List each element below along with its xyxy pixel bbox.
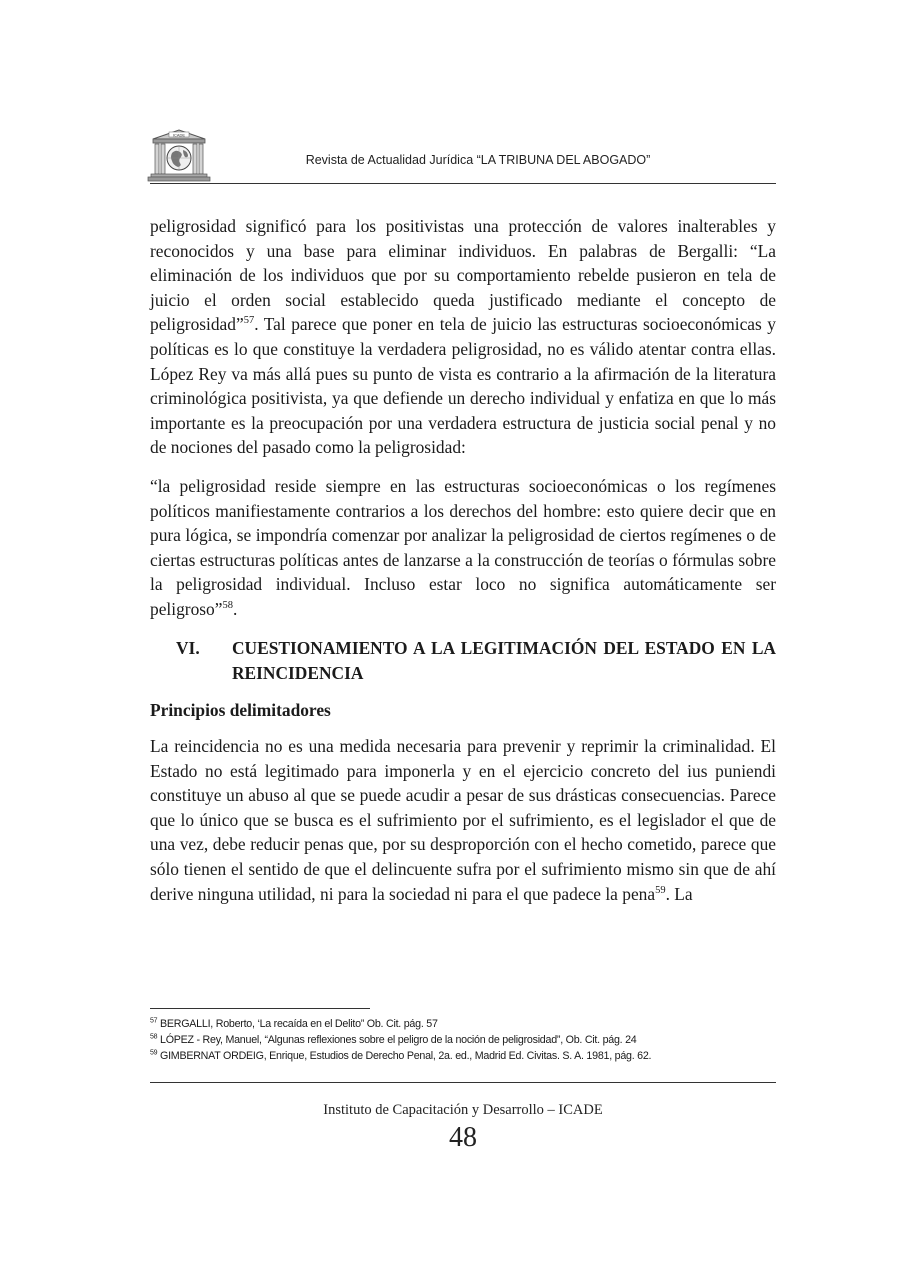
footnote-ref-57[interactable]: 57: [243, 315, 255, 327]
footnote-rule: [150, 1008, 370, 1009]
running-head: Revista de Actualidad Jurídica “LA TRIBUNA DEL ABOGADO”: [305, 153, 651, 167]
paragraph-3-text: La reincidencia no es una medida necesaria para prevenir y reprimir la criminalidad. El Estado no está legitimado para imponerla y en el ejercicio concreto del ius puniendi constituye un abuso al que se puede acudir a pesar de sus drásticas consecuencias. Parece que lo único que se busca es el sufrimiento por el sufrimiento, es el legislador el que de una vez, debe reducir penas que, por su desproporción con el hecho cometido, parece que sólo tienen el sentido de que el delincuente sufra por el sufrimiento mismo sin que de ahí derive ninguna utilidad, ni para la sociedad ni para el que padece la pena: [150, 736, 776, 904]
quote-paragraph: [150, 474, 776, 622]
paragraph-1: [150, 214, 776, 460]
quote-text: “la peligrosidad reside siempre en las estructuras socioeconómicas o los regímenes políticos manifiestamente contrarios a los derechos del hombre: esto quiere decir que en pura lógica, se impondría comenzar por analizar la peligrosidad de ciertos regímenes o de ciertas estructuras políticas antes de lanzarse a la construcción de teorías o fórmulas sobre la peligrosidad individual. Incluso estar loco no significa automáticamente ser peligroso”: [150, 475, 776, 619]
footnote-number: 57: [150, 1017, 158, 1025]
footnote-text: BERGALLI, Roberto, ‘La recaída en el Delito” Ob. Cit. pág. 57: [157, 1018, 438, 1030]
footnote-59: [150, 1049, 776, 1065]
footnote-number: 59: [150, 1049, 158, 1057]
section-number: VI.: [176, 637, 200, 658]
paragraph-1-text: peligrosidad significó para los positivistas una protección de valores inalterables y reconocidos y una base para eliminar individuos. En palabras de Bergalli: “La eliminación de los individuos que por su comportamiento rebelde pusieron en tela de juicio el orden social establecido queda justificado mediante el concepto de peligrosidad”: [150, 216, 776, 335]
footnote-text: GIMBERNAT ORDEIG, Enrique, Estudios de Derecho Penal, 2a. ed., Madrid Ed. Civitas. S. A. 1981, pág. 62.: [157, 1049, 652, 1062]
header-rule: [150, 183, 776, 184]
paragraph-3: [150, 734, 776, 906]
page-number: 48: [449, 1122, 477, 1153]
footnote-number: 58: [150, 1033, 158, 1041]
footnote-ref-58[interactable]: 58: [222, 600, 233, 612]
footer-institute: Instituto de Capacitación y Desarrollo – ICADE: [323, 1102, 603, 1118]
paragraph-1-continuation: . Tal parece que poner en tela de juicio las estructuras socioeconómicas y políticas es lo que constituye la verdadera peligrosidad, no es válido atentar contra ellas. López Rey va más allá pues su punto de vista es contrario a la afirmación de la literatura criminológica positivista, ya que defiende un derecho individual y enfatiza en que lo más importante es la preocupación por una verdadera estructura de justicia social penal y no de nociones del pasado como la peligrosidad:: [150, 314, 776, 458]
main-text: [150, 214, 776, 920]
footer-rule: [150, 1082, 776, 1083]
subheading: Principios delimitadores: [150, 699, 331, 720]
paragraph-3-end: . La: [665, 883, 693, 904]
section-title: CUESTIONAMIENTO A LA LEGITIMACIÓN DEL ESTADO EN LA REINCIDENCIA: [232, 637, 776, 683]
section-heading: [150, 636, 776, 686]
footnotes: [150, 1017, 776, 1064]
footnote-57: [150, 1017, 776, 1033]
footnote-text: LÓPEZ - Rey, Manuel, “Algunas reflexiones sobre el peligro de la noción de peligrosidad”, Ob. Cit. pág. 24: [157, 1033, 637, 1046]
quote-end: .: [232, 598, 238, 619]
logo-text: ICADE: [172, 132, 186, 138]
footnote-58: [150, 1033, 776, 1049]
footnote-ref-59[interactable]: 59: [655, 884, 666, 896]
